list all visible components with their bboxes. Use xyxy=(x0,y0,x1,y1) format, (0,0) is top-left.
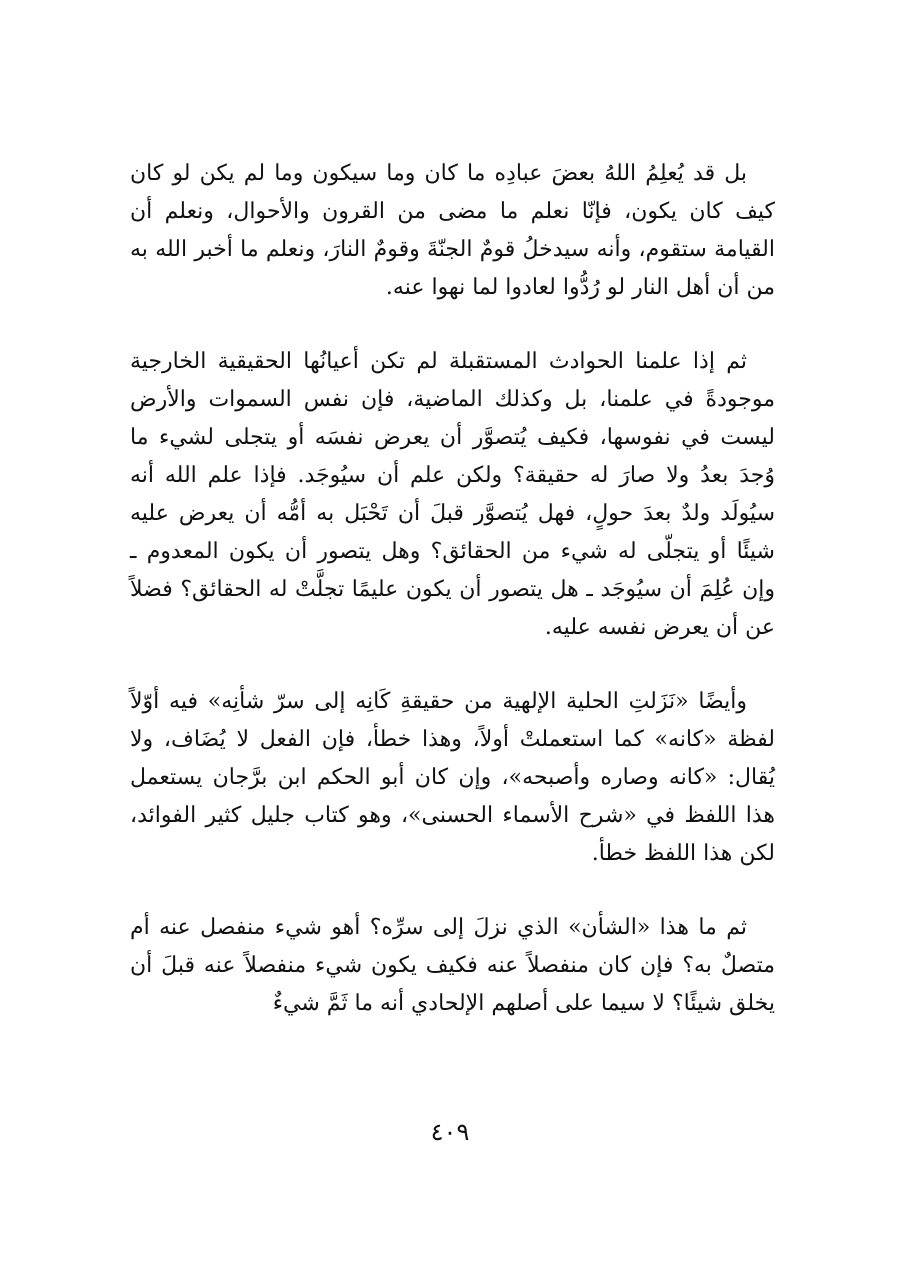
paragraph-1: بل قد يُعلِمُ اللهُ بعضَ عبادِه ما كان وما سيكون وما لم يكن لو كان كيف كان يكون، فإنّا نعلم ما مضى من القرون والأحوال، ونعلم أن القيامة ستقوم، وأنه سيدخلُ قومٌ الجنّةَ وقومٌ النارَ، ونعلم ما أخبر الله به من أن أهل النار لو رُدُّوا لعادوا لما نهوا عنه. xyxy=(130,161,775,300)
page-body xyxy=(130,155,775,1059)
page-number: ٤٠٩ xyxy=(430,1118,470,1146)
paragraph-3: وأيضًا «نَزَلتِ الحلية الإلهية من حقيقةِ كَانِه إلى سرّ شأنِه» فيه أوّلاً لفظة «كانه» كما استعملتْ أولاً، وهذا خطأ، فإن الفعل لا يُضَاف، ولا يُقال: «كانه وصاره وأصبحه»، وإن كان أبو الحكم ابن برَّجان يستعمل هذا اللفظ في «شرح الأسماء الحسنى»، وهو كتاب جليل كثير الفوائد، لكن هذا اللفظ خطأ. xyxy=(130,689,775,866)
paragraph-2: ثم إذا علمنا الحوادث المستقبلة لم تكن أعيانُها الحقيقية الخارجية موجودةً في علمنا، بل وكذلك الماضية، فإن نفس السموات والأرض ليست في نفوسها، فكيف يُتصوَّر أن يعرض نفسَه أو يتجلى لشيء ما وُجدَ بعدُ ولا صارَ له حقيقة؟ ولكن علم أن سيُوجَد. فإذا علم الله أنه سيُولَد ولدٌ بعدَ حولٍ، فهل يُتصوَّر قبلَ أن تَحْبَل به أمُّه أن يعرض عليه شيئًا أو يتجلّى له شيء من الحقائق؟ وهل يتصور أن يكون المعدوم ـ وإن عُلِمَ أن سيُوجَد ـ هل يتصور أن يكون عليمًا تجلَّتْ له الحقائق؟ فضلاً عن أن يعرض نفسه عليه. xyxy=(130,349,775,640)
paragraph-4: ثم ما هذا «الشأن» الذي نزلَ إلى سرِّه؟ أهو شيء منفصل عنه أم متصلٌ به؟ فإن كان منفصلاً عنه فكيف يكون شيء منفصلاً عنه قبلَ أن يخلق شيئًا؟ لا سيما على أصلهم الإلحادي أنه ما ثَمَّ شيءٌ xyxy=(130,915,775,1016)
